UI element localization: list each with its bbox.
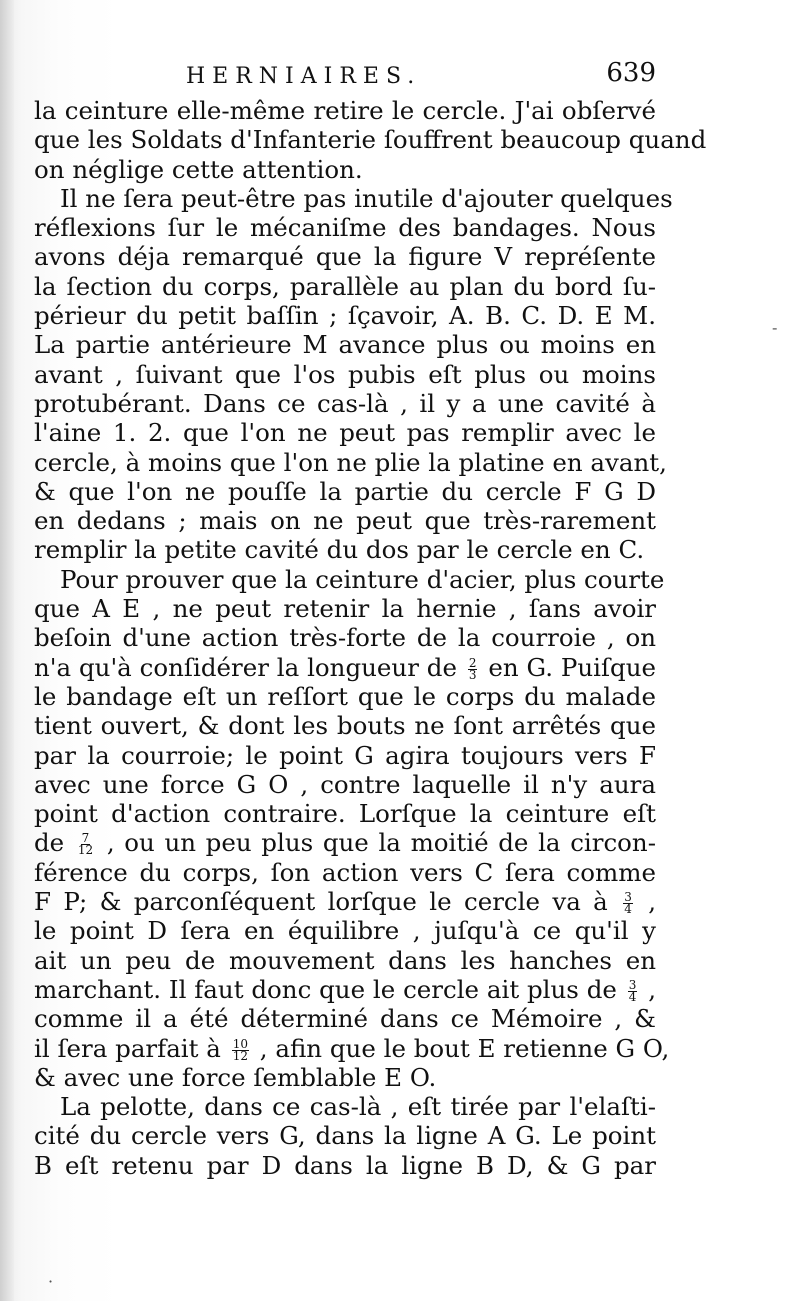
fraction [232, 1036, 249, 1063]
text-line [34, 653, 656, 682]
text-line: beſoin d'une action très-forte de la courroie , on [34, 623, 656, 653]
fraction [77, 833, 94, 856]
fraction-numerator: 3 [628, 977, 637, 992]
page-number: 639 [606, 58, 656, 88]
line-segment: , [648, 887, 657, 917]
fraction-numerator: 10 [232, 1036, 248, 1051]
text-line: la ſection du corps, parallèle au plan du bord ſu- [34, 271, 656, 301]
line-segment: F P; & parconſéquent lorſque le cercle va à [34, 887, 608, 917]
text-line [34, 887, 656, 916]
text-line: & que l'on ne pouſſe la partie du cercle F G D [34, 476, 656, 506]
text-line: avec une force G O , contre laquelle il n'y aura [34, 769, 656, 799]
text-line [34, 975, 656, 1004]
fraction-denominator: 12 [232, 1048, 248, 1063]
margin-mark: - [772, 318, 778, 337]
text-line: B eſt retenu par D dans la ligne B D, & G par [34, 1150, 656, 1180]
fraction-denominator: 12 [77, 843, 94, 858]
text-line: La pelotte, dans ce cas-là , eſt tirée par l'elaſti- [60, 1092, 656, 1122]
line-segment: n'a qu'à conſidérer la longueur de [34, 652, 457, 682]
text-line: le point D ſera en équilibre , juſqu'à ce qu'il y [34, 916, 656, 946]
fraction-numerator: 3 [624, 890, 632, 905]
text-line: le bandage eſt un reſſort que le corps du malade [34, 681, 656, 711]
page-header [36, 58, 656, 98]
text-line: avant , ſuivant que l'os pubis eſt plus ou moins [34, 359, 656, 389]
text-line: avons déja remarqué que la figure V repréſente [34, 242, 656, 272]
text-line: tient ouvert, & dont les bouts ne ſont arrêtés que [34, 711, 656, 741]
body-text [34, 96, 707, 1180]
text-line: en dedans ; mais on ne peut que très-rarement [34, 506, 656, 536]
text-line: ait un peu de mouvement dans les hanches en [34, 945, 656, 975]
text-line: férence du corps, ſon action vers C ſera comme [34, 857, 656, 887]
text-line: Pour prouver que la ceinture d'acier, plus courte [60, 564, 665, 594]
fraction-numerator: 7 [81, 831, 90, 846]
text-line: cercle, à moins que l'on ne plie la platine en avant, [34, 447, 667, 477]
text-line: réflexions ſur le mécaniſme des bandages. Nous [34, 213, 656, 243]
text-line: cité du cercle vers G, dans la ligne A G. Le point [34, 1121, 656, 1151]
fraction-denominator: 4 [624, 902, 632, 917]
line-segment: il ſera parfait à [34, 1033, 221, 1063]
text-line: que les Soldats d'Infanterie ſouffrent beaucoup quand [34, 125, 707, 155]
text-line [34, 1033, 670, 1063]
page-gutter-shadow [0, 0, 14, 1301]
text-line: protubérant. Dans ce cas-là , il y a une cavité à [34, 388, 656, 418]
fraction [628, 977, 638, 1004]
running-title: HERNIAIRES. [186, 64, 422, 89]
text-line: la ceinture elle-même retire le cercle. J'ai obſervé [34, 96, 656, 125]
fraction-denominator: 4 [628, 989, 637, 1004]
text-line: que A E , ne peut retenir la hernie , ſans avoir [34, 594, 656, 624]
line-segment: , ou un peu plus que la moitié de la circon- [106, 828, 656, 858]
fraction-numerator: 2 [468, 655, 477, 670]
text-line: périeur du petit baſſin ; ſçavoir, A. B. C. D. E M. [34, 301, 656, 331]
text-line: Il ne ſera peut-être pas inutile d'ajouter quelques [60, 183, 673, 213]
text-line: remplir la petite cavité du dos par le cercle en C. [34, 535, 645, 565]
line-segment: de [34, 828, 65, 858]
fraction-denominator: 3 [468, 667, 477, 682]
text-line: & avec une force ſemblable E O. [34, 1062, 437, 1092]
text-line: on néglige cette attention. [34, 154, 363, 184]
text-line: point d'action contraire. Lorſque la ceinture eſt [34, 799, 656, 829]
fraction [468, 655, 478, 682]
fraction [623, 892, 633, 915]
text-line [34, 828, 656, 857]
text-line: comme il a été déterminé dans ce Mémoire , & [34, 1004, 656, 1034]
text-line: par la courroie; le point G agira toujours vers F [34, 740, 656, 770]
line-segment: en G. Puiſque [488, 652, 656, 682]
margin-mark: · [48, 1272, 54, 1291]
line-segment: , [648, 974, 656, 1004]
line-segment: marchant. Il faut donc que le cercle ait plus de [34, 974, 617, 1004]
text-line: La partie antérieure M avance plus ou moins en [34, 330, 656, 360]
line-segment: , afin que le bout E retienne G O, [259, 1033, 670, 1063]
text-line: l'aine 1. 2. que l'on ne peut pas remplir avec le [34, 418, 656, 448]
